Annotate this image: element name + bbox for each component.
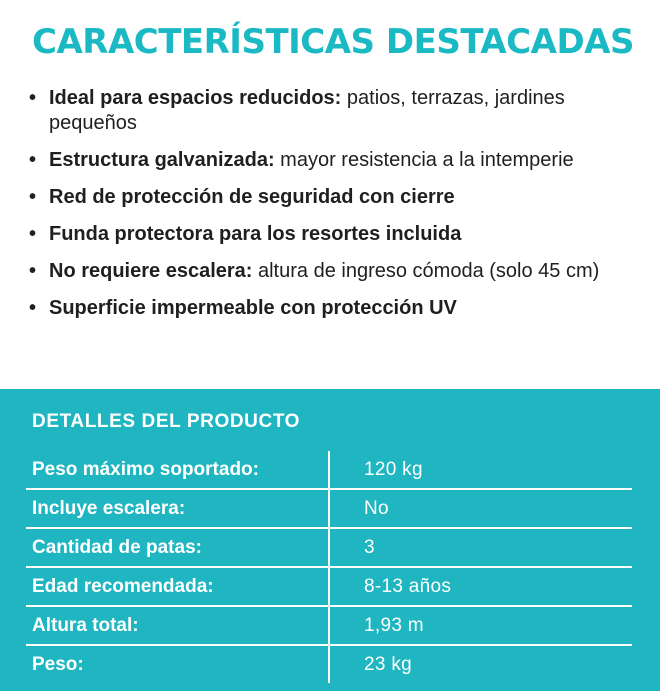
bullet-icon: • [29, 260, 37, 282]
bullet-icon: • [29, 149, 37, 171]
bullet-icon: • [29, 223, 37, 245]
feature-lead: No requiere escalera: [49, 260, 253, 282]
table-row [26, 606, 632, 645]
details-title: DETALLES DEL PRODUCTO [32, 411, 301, 432]
feature-item [26, 185, 616, 210]
features-list [26, 86, 616, 333]
spec-label: Peso: [26, 645, 329, 683]
spec-label: Altura total: [26, 606, 329, 645]
feature-lead: Superficie impermeable con protección UV [49, 297, 457, 319]
feature-item [26, 148, 616, 173]
feature-lead: Funda protectora para los resortes incluida [49, 223, 462, 245]
feature-text: patios, terrazas, jardines pequeños [49, 87, 565, 134]
feature-item [26, 296, 616, 321]
spec-value: 120 kg [329, 451, 632, 489]
table-row [26, 451, 632, 489]
spec-label: Incluye escalera: [26, 489, 329, 528]
spec-label: Edad recomendada: [26, 567, 329, 606]
table-row [26, 567, 632, 606]
feature-lead: Estructura galvanizada: [49, 149, 275, 171]
spec-label: Peso máximo soportado: [26, 451, 329, 489]
spec-value: 3 [329, 528, 632, 567]
spec-table [26, 451, 632, 683]
feature-item [26, 259, 616, 284]
page-title: CARACTERÍSTICAS DESTACADAS [32, 22, 634, 62]
table-row [26, 645, 632, 683]
bullet-icon: • [29, 186, 37, 208]
spec-label: Cantidad de patas: [26, 528, 329, 567]
table-row [26, 489, 632, 528]
feature-item [26, 86, 616, 136]
spec-value: 1,93 m [329, 606, 632, 645]
feature-text: altura de ingreso cómoda (solo 45 cm) [252, 260, 600, 282]
spec-value: 23 kg [364, 653, 412, 675]
spec-value: No [329, 489, 632, 528]
bullet-icon: • [29, 297, 37, 319]
table-row [26, 528, 632, 567]
spec-value: 8-13 años [329, 567, 632, 606]
feature-item [26, 222, 616, 247]
feature-lead: Red de protección de seguridad con cierre [49, 186, 455, 208]
bullet-icon: • [29, 87, 37, 109]
product-details-panel [0, 389, 660, 691]
feature-text: mayor resistencia a la intemperie [274, 149, 574, 171]
feature-lead: Ideal para espacios reducidos: [49, 87, 342, 109]
